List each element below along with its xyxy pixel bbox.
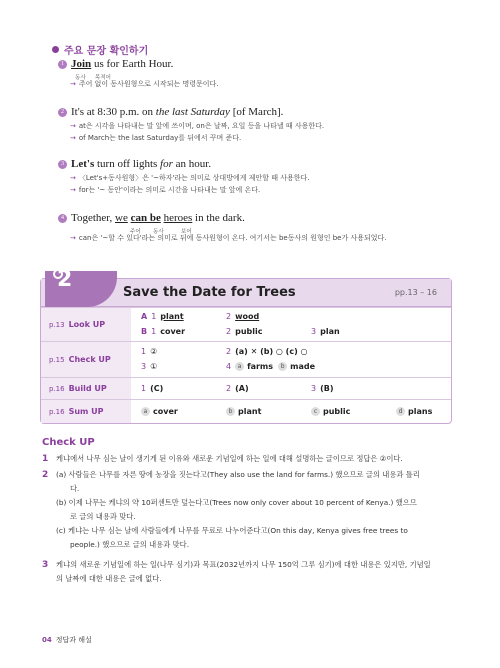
- explanation: of March는 the last Saturday를 뒤에서 꾸며 준다.: [78, 134, 242, 142]
- arrow-icon: →: [70, 186, 76, 194]
- sentence-text: us for Earth Hour.: [91, 58, 174, 70]
- arrow-icon: →: [70, 122, 76, 130]
- page-number: 04: [42, 636, 52, 644]
- number-badge: 1: [58, 60, 67, 69]
- checkup-item-1: 1 케냐에서 나무 심는 날이 생기게 된 이유와 새로운 기념일에 하는 일에 대해 설명하는 글이므로 정답은 ②이다.: [42, 454, 403, 464]
- number-badge: 4: [58, 214, 67, 223]
- grammar-label: 목적어: [95, 75, 111, 81]
- page-range: pp.13 – 16: [394, 288, 437, 297]
- section-title: 주요 문장 확인하기: [52, 42, 148, 57]
- checkup-heading: Check UP: [42, 437, 95, 448]
- arrow-icon: →: [70, 134, 76, 142]
- number-badge: 2: [58, 108, 67, 117]
- arrow-icon: →: [70, 234, 76, 242]
- row-checkup: p.15 Check UP 1 ② 2 (a) ✕ (b) ○ (c) ○ 3 ① 4 a farms b made: [41, 341, 451, 377]
- explanation: 〈Let's+동사원형〉은 '~하자'라는 의미로 상대방에게 제안할 때 사용한다.: [78, 174, 310, 182]
- explanation: for는 '~ 동안'이라는 의미로 시간을 나타내는 말 앞에 온다.: [78, 186, 261, 194]
- answer-box: [40, 267, 452, 424]
- page-footer: [42, 635, 92, 645]
- grammar-label: 주어: [130, 229, 141, 235]
- grammar-label: 동사: [75, 75, 86, 81]
- unit-badge: 2: [45, 271, 117, 307]
- bullet-icon: [52, 46, 59, 53]
- explanation: can은 '~할 수 있다'라는 의미로 뒤에 동사원형이 온다. 여기서는 be동사의 원형인 be가 사용되었다.: [78, 234, 387, 242]
- number-badge: 3: [58, 160, 67, 169]
- grammar-label: 동사: [153, 229, 164, 235]
- arrow-icon: →: [70, 80, 76, 88]
- checkup-item-3: 3 케냐의 새로운 기념일에 하는 일(나무 심기)과 목표(2032년까지 나무 150억 그루 심기)에 대한 내용은 있지만, 기념일 의 날짜에 대한 내용은 글에 없다.: [42, 560, 431, 583]
- sentence-1: [58, 58, 468, 90]
- row-sumup: p.16 Sum UP a cover b plant c public d plans: [41, 399, 451, 423]
- row-buildup: p.16 Build UP 1 (C) 2 (A) 3 (B): [41, 377, 451, 399]
- explanation: 주어 없이 동사원형으로 시작되는 명령문이다.: [78, 80, 219, 88]
- arrow-icon: →: [70, 174, 76, 182]
- checkup-item-2: 2 (a) 사람들은 나무를 자른 땅에 농장을 짓는다고(They also use the land for farms.) 했으므로 글의 내용과 틀리 다. (b) 이제 나무는 케냐의 약 10퍼센트만 덮는다고(Trees now only cover about 10 percent of Kenya.) 했으므 로 글의 내용과 맞다. (c) 케냐는 나무 심는 날에 사람들에게 나무를 무료로 나누어준다고(On this day, Kenya gives free trees to people.) 했으므로 글의 내용과 맞다.: [42, 470, 420, 549]
- sentence-3: 3 Let's turn off lights for an hour. → 〈Let's+동사원형〉은 '~하자'라는 의미로 상대방에게 제안할 때 사용한다. → for는 '~ 동안'이라는 의미로 시간을 나타내는 말 앞에 온다.: [58, 158, 468, 196]
- explanation: at은 시각을 나타내는 말 앞에 쓰이며, on은 날짜, 요일 등을 나타낼 때 사용한다.: [78, 122, 325, 130]
- unit-title: Save the Date for Trees: [123, 285, 296, 300]
- sentence-text: Join: [71, 58, 92, 70]
- row-lookup: p.13 Look UP A 1 plant 2 wood B 1 cover 2 public 3 plan: [41, 307, 451, 341]
- sentence-4: 4 Together, we can be heroes in the dark. 주어 동사 보어 → can은 '~할 수 있다'라는 의미로 뒤에 동사원형이 온다. 여기서는 be동사의 원형인 be가 사용되었다.: [58, 212, 468, 244]
- grammar-label: 보어: [181, 229, 192, 235]
- footer-title: 정답과 해설: [55, 636, 92, 644]
- sentence-2: 2 It's at 8:30 p.m. on the last Saturday [of March]. → at은 시각을 나타내는 말 앞에 쓰이며, on은 날짜, 요일 등을 나타낼 때 사용한다. → of March는 the last Saturday를 뒤에서 꾸며 준다.: [58, 106, 468, 144]
